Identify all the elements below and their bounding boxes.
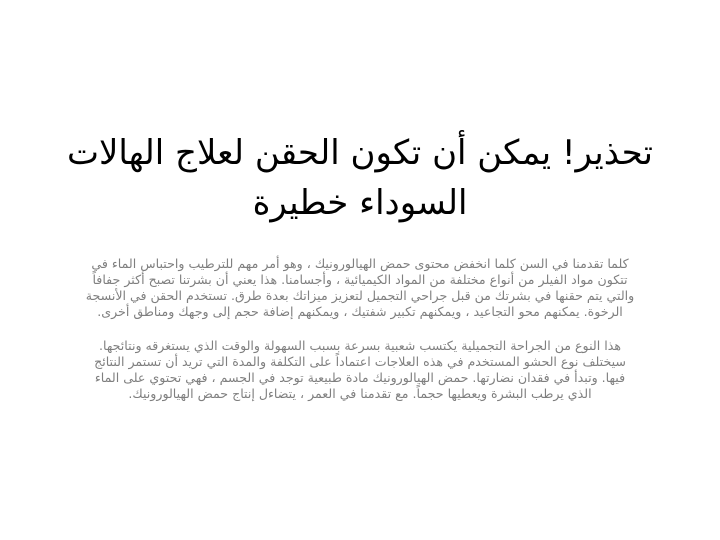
body-line: هذا النوع من الجراحة التجميلية يكتسب شعبية بسرعة بسبب السهولة والوقت الذي يستغرقه ونتائجها. [99, 338, 621, 353]
slide-body [60, 256, 660, 420]
slide-title-line: تحذير! يمكن أن تكون الحقن لعلاج الهالات [67, 133, 653, 173]
slide-title [40, 128, 680, 228]
body-line: كلما تقدمنا في السن كلما انخفض محتوى حمض الهيالورونيك ، وهو أمر مهم للترطيب واحتباس الماء في [91, 256, 629, 271]
body-line: تتكون مواد الفيلر من أنواع مختلفة من المواد الكيميائية ، وأجسامنا. هذا يعني أن بشرتنا تصبح أكثر جفافاً [92, 272, 628, 287]
body-paragraph [60, 256, 660, 320]
body-line: الرخوة. يمكنهم محو التجاعيد ، ويمكنهم تكبير شفتيك ، ويمكنهم إضافة حجم إلى وجهك ومناطق أخرى. [97, 304, 623, 319]
body-paragraph [60, 338, 660, 402]
body-line: فيها. وتبدأ في فقدان نضارتها. حمض الهيالورونيك مادة طبيعية توجد في الجسم ، فهي تحتوي على الماء [94, 370, 626, 385]
body-line: والتي يتم حقنها في بشرتك من قبل جراحي التجميل لتعزيز ميزاتك بعدة طرق. تستخدم الحقن في الأنسجة [85, 288, 635, 303]
body-line: سيختلف نوع الحشو المستخدم في هذه العلاجات اعتماداً على التكلفة والمدة التي تريد أن تستمر النتائج [94, 354, 626, 369]
slide-title-line: السوداء خطيرة [252, 183, 468, 223]
body-line: الذي يرطب البشرة ويعطيها حجماً. مع تقدمنا في العمر ، يتضاءل إنتاج حمض الهيالورونيك. [128, 386, 592, 401]
